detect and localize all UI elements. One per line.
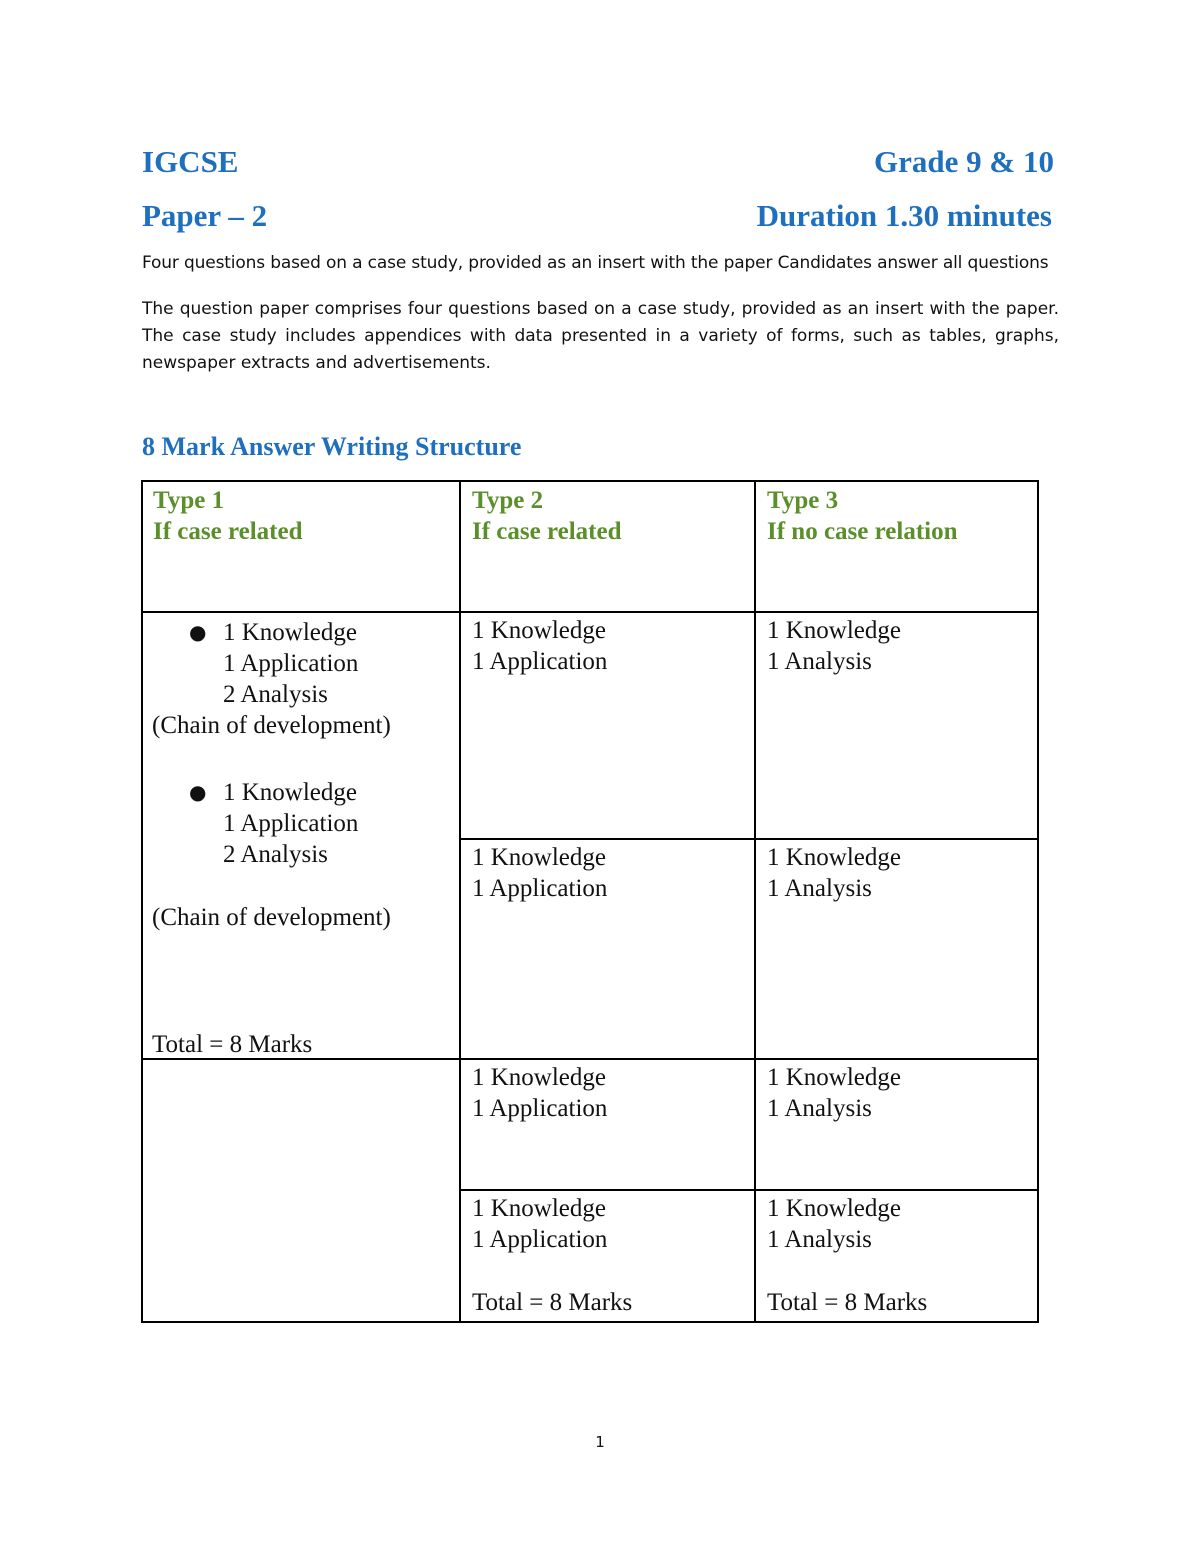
- list-item: 1 Application: [472, 875, 608, 902]
- list-item: 1 Knowledge: [767, 1195, 901, 1222]
- bullet-icon: ●: [189, 780, 207, 804]
- list-item: 1 Knowledge: [767, 844, 901, 871]
- list-item: 2 Analysis: [223, 681, 328, 708]
- type1-chain1: (Chain of development): [152, 712, 391, 739]
- type3-total: Total = 8 Marks: [767, 1289, 928, 1316]
- list-item: 1 Knowledge: [472, 1064, 606, 1091]
- type1-bullet2: [223, 777, 358, 870]
- type1-total: Total = 8 Marks: [152, 1031, 313, 1058]
- type1-chain2: (Chain of development): [152, 904, 391, 931]
- header-type-desc: If case related: [472, 518, 622, 545]
- type3-cell: [767, 1062, 901, 1124]
- exam-title: IGCSE: [142, 144, 239, 179]
- list-item: 1 Analysis: [767, 1226, 872, 1253]
- list-item: 1 Application: [223, 650, 359, 677]
- list-item: 1 Knowledge: [472, 1195, 606, 1222]
- list-item: 1 Analysis: [767, 875, 872, 902]
- type3-cell: [767, 842, 901, 904]
- list-item: 1 Knowledge: [767, 617, 901, 644]
- intro-line: Four questions based on a case study, provided as an insert with the paper Candidates answer all questions: [142, 253, 1049, 273]
- type1-bullet1: [223, 617, 358, 710]
- header-type-label: Type 3: [767, 487, 839, 514]
- duration-label: Duration 1.30 minutes: [756, 198, 1052, 233]
- paper-label: Paper – 2: [142, 198, 268, 233]
- table-header-type1: [153, 485, 303, 547]
- list-item: 1 Application: [223, 810, 359, 837]
- page-number: 1: [595, 1433, 605, 1451]
- header-type-label: Type 1: [153, 487, 225, 514]
- table-header-type3: [767, 485, 958, 547]
- type3-cell: [767, 1193, 901, 1255]
- list-item: 1 Knowledge: [767, 1064, 901, 1091]
- list-item: 1 Application: [472, 1226, 608, 1253]
- type3-cell: [767, 615, 901, 677]
- list-item: 1 Knowledge: [472, 617, 606, 644]
- list-item: 2 Analysis: [223, 841, 328, 868]
- table-header-type2: [472, 485, 622, 547]
- type2-cell: [472, 1193, 607, 1255]
- list-item: 1 Application: [472, 648, 608, 675]
- header-type-desc: If case related: [153, 518, 303, 545]
- section-title: 8 Mark Answer Writing Structure: [142, 432, 522, 461]
- bullet-icon: ●: [189, 620, 207, 644]
- list-item: 1 Application: [472, 1095, 608, 1122]
- grade-label: Grade 9 & 10: [874, 144, 1054, 179]
- type2-cell: [472, 1062, 607, 1124]
- list-item: 1 Knowledge: [223, 619, 357, 646]
- type2-cell: [472, 842, 607, 904]
- type2-cell: [472, 615, 607, 677]
- list-item: 1 Knowledge: [223, 779, 357, 806]
- header-type-desc: If no case relation: [767, 518, 958, 545]
- type2-total: Total = 8 Marks: [472, 1289, 633, 1316]
- list-item: 1 Analysis: [767, 1095, 872, 1122]
- list-item: 1 Knowledge: [472, 844, 606, 871]
- header-type-label: Type 2: [472, 487, 544, 514]
- list-item: 1 Analysis: [767, 648, 872, 675]
- intro-paragraph: The question paper comprises four questions based on a case study, provided as an insert with the paper. The case study includes appendices with data presented in a variety of forms, such as tables, graphs, newspaper extracts and advertisements.: [142, 299, 1059, 373]
